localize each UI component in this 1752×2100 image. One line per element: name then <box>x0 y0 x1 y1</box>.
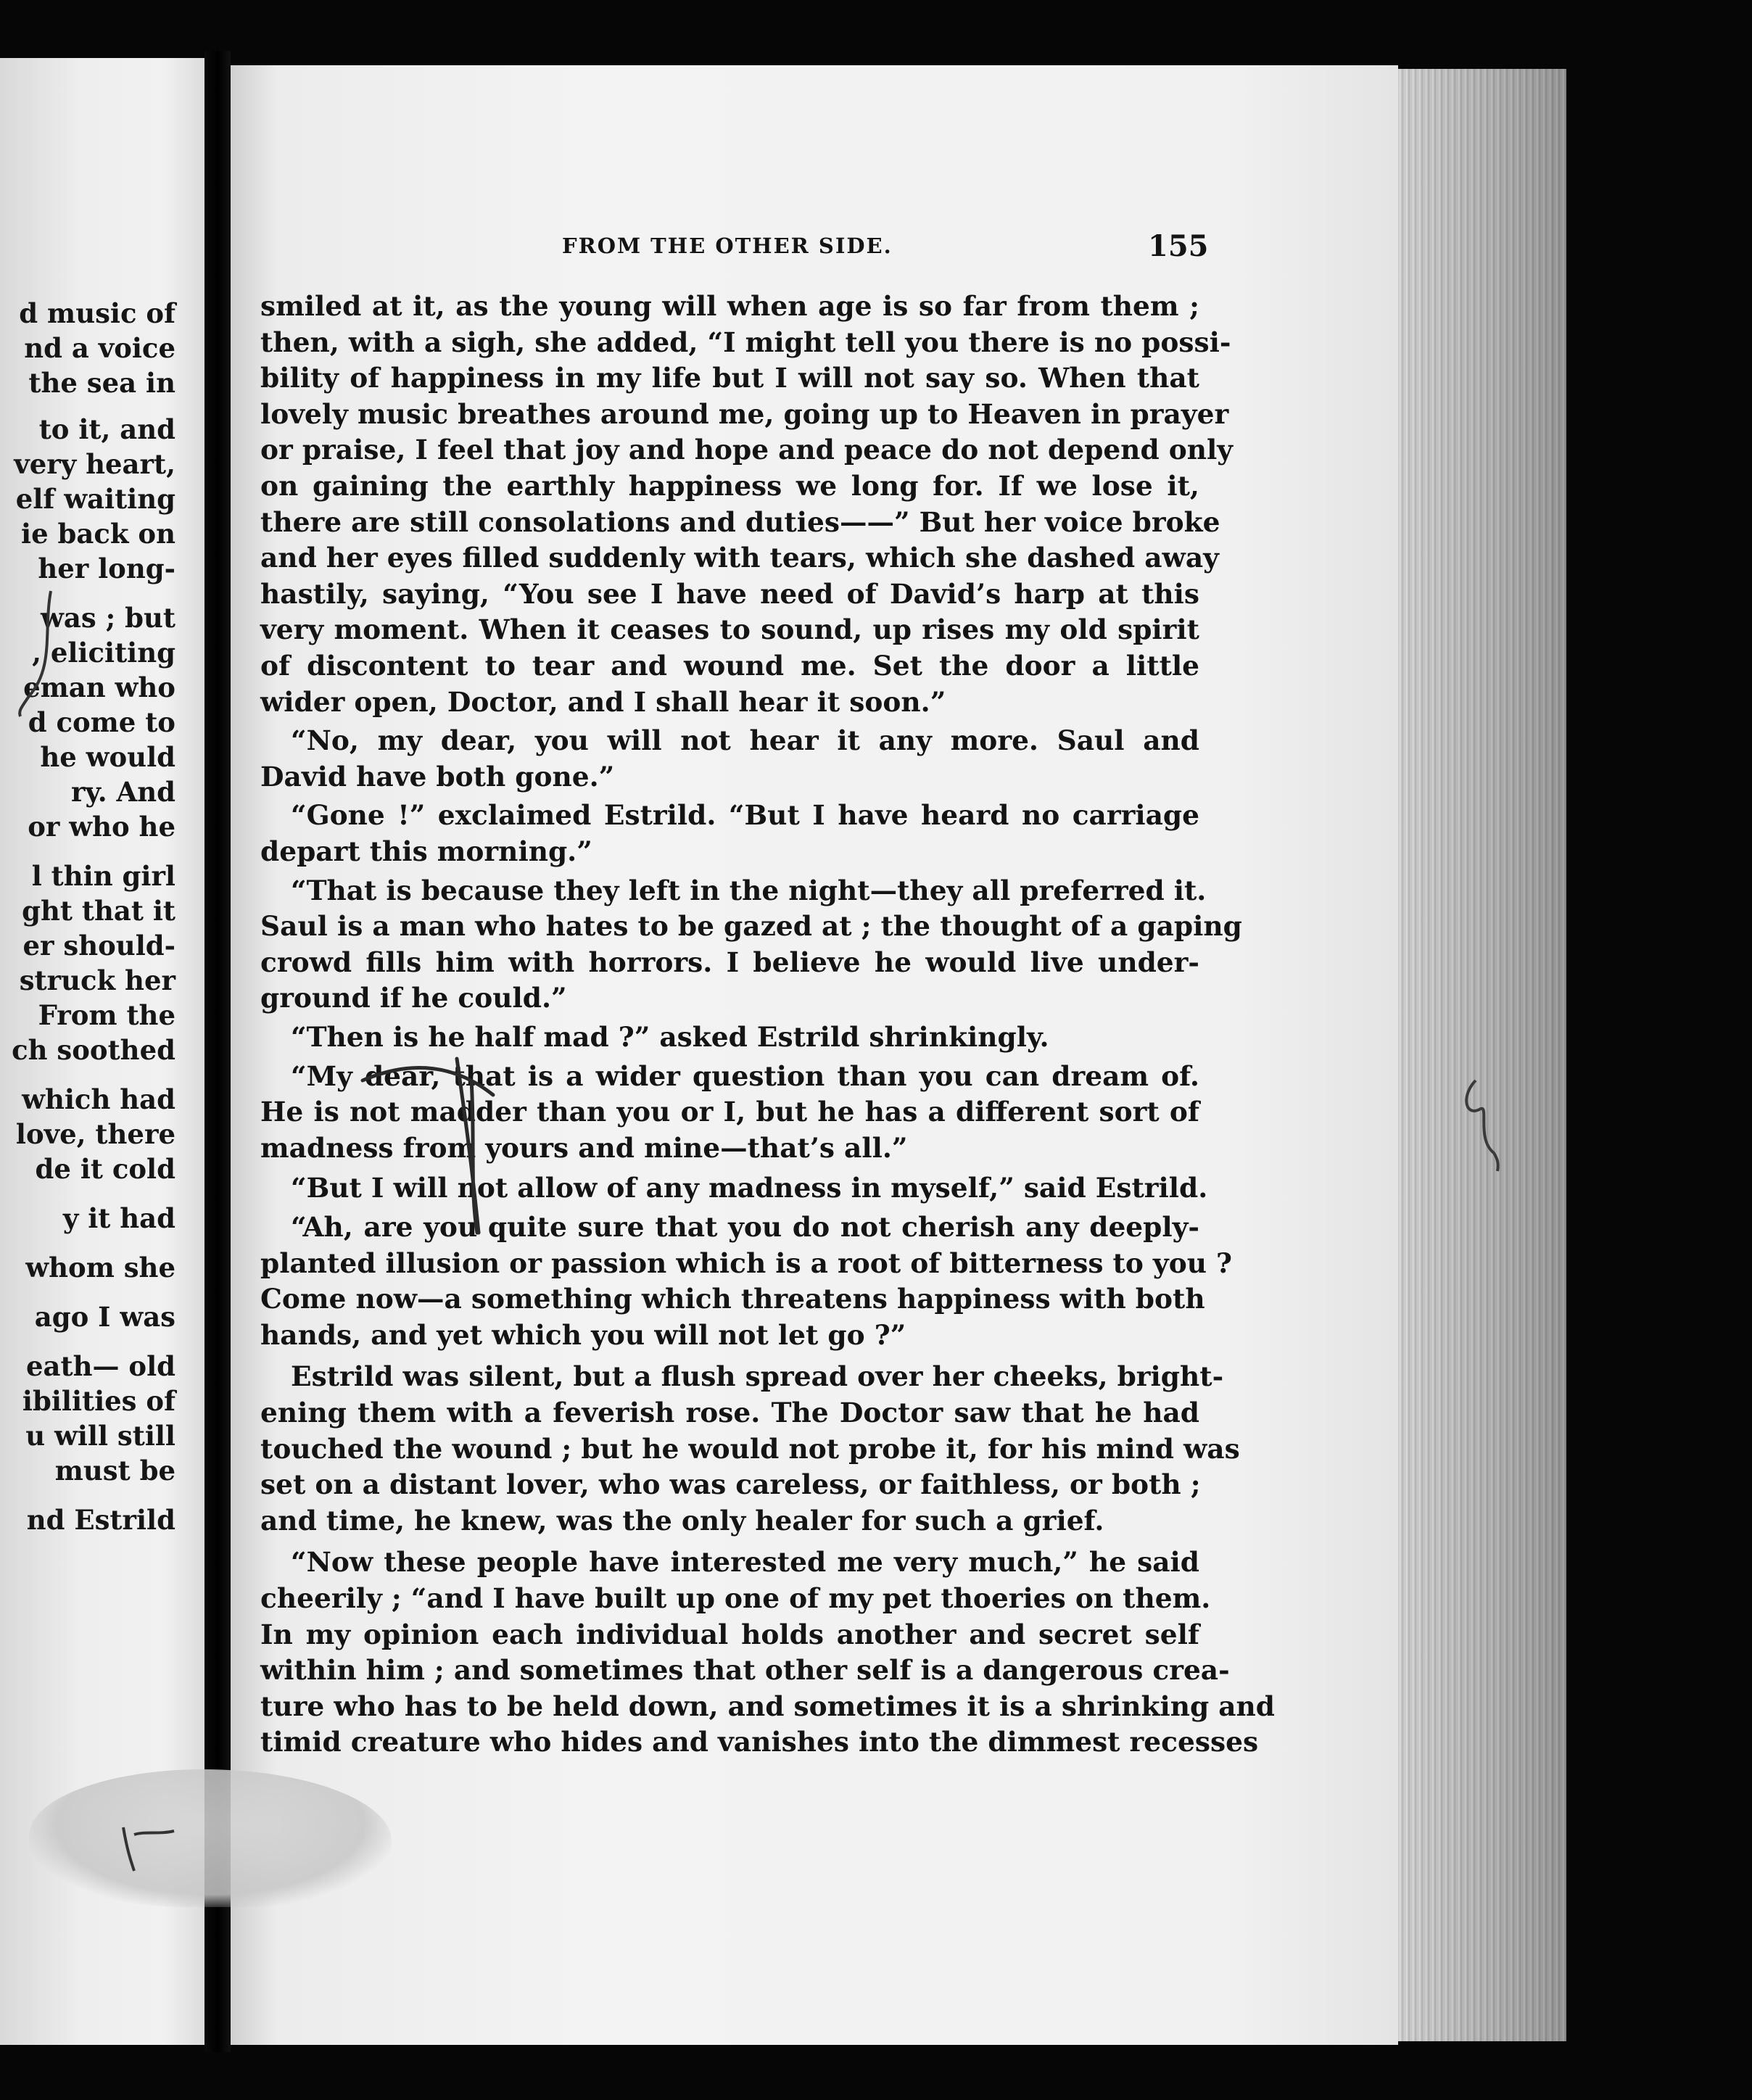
body-line: Estrild was silent, but a flush spread over her cheeks, bright- <box>291 1360 1224 1393</box>
left-page-line: , eliciting <box>32 637 175 669</box>
body-line: In my opinion each individual holds another and secret self <box>260 1618 1199 1650</box>
body-line: smiled at it, as the young will when age is so far from them ; <box>260 290 1199 322</box>
running-title: FROM THE OTHER SIDE. <box>562 233 893 258</box>
left-page-line: u will still <box>25 1420 175 1452</box>
left-page-line: From the <box>38 999 175 1031</box>
body-line: “My dear, that is a wider question than you can dream of. <box>291 1059 1199 1092</box>
body-line: David have both gone.” <box>260 760 615 793</box>
body-line: Come now—a something which threatens happiness with both <box>260 1283 1205 1315</box>
body-line: and her eyes filled suddenly with tears, which she dashed away <box>260 542 1219 574</box>
left-page-line: or who he <box>28 811 175 843</box>
body-line: “Ah, are you quite sure that you do not cherish any deeply- <box>291 1211 1199 1243</box>
body-line: “That is because they left in the night—they all preferred it. <box>291 874 1207 906</box>
paper-stain <box>29 1769 392 1907</box>
left-page-line: ght that it <box>22 895 175 927</box>
left-page-line: he would <box>40 741 175 773</box>
left-page-line: eath— old <box>26 1350 175 1382</box>
body-line: cheerily ; “and I have built up one of my pet thoeries on them. <box>260 1582 1211 1614</box>
left-page-line: must be <box>54 1455 175 1487</box>
left-page-line: ago I was <box>34 1301 175 1333</box>
body-line: madness from yours and mine—that’s all.” <box>260 1131 908 1164</box>
left-page-line: was ; but <box>41 602 175 634</box>
left-page-line: her long- <box>38 553 175 584</box>
left-page-line: elf waiting <box>15 483 175 515</box>
page-edges <box>1398 69 1566 2041</box>
body-line: and time, he knew, was the only healer for such a grief. <box>260 1504 1104 1537</box>
body-line: very moment. When it ceases to sound, up rises my old spirit <box>260 613 1199 646</box>
left-page-line: to it, and <box>38 413 175 445</box>
left-facing-page <box>0 58 204 2045</box>
body-line: of discontent to tear and wound me. Set the door a little <box>260 650 1199 682</box>
left-page-line: love, there <box>15 1118 175 1150</box>
left-page-line: ibilities of <box>22 1385 175 1417</box>
book-gutter <box>204 51 231 2052</box>
body-line: planted illusion or passion which is a root of bitterness to you ? <box>260 1247 1233 1279</box>
body-line: Saul is a man who hates to be gazed at ; the thought of a gaping <box>260 910 1242 943</box>
left-page-line: which had <box>22 1083 175 1115</box>
body-line: or praise, I feel that joy and hope and peace do not depend only <box>260 434 1234 466</box>
body-line: then, with a sigh, she added, “I might tell you there is no possi- <box>260 326 1231 358</box>
left-page-line: de it cold <box>35 1153 175 1185</box>
body-line: wider open, Doctor, and I shall hear it soon.” <box>260 685 946 718</box>
body-line: within him ; and sometimes that other self is a dangerous crea- <box>260 1654 1230 1687</box>
body-line: “But I will not allow of any madness in myself,” said Estrild. <box>291 1172 1208 1204</box>
body-line: “Then is he half mad ?” asked Estrild shrinkingly. <box>291 1021 1049 1053</box>
body-line: “Gone !” exclaimed Estrild. “But I have heard no carriage <box>291 799 1199 832</box>
left-page-line: the sea in <box>28 367 175 399</box>
body-line: touched the wound ; but he would not probe it, for his mind was <box>260 1432 1240 1465</box>
body-line: ture who has to be held down, and sometimes it is a shrinking and <box>260 1690 1276 1722</box>
left-page-line: very heart, <box>14 448 175 480</box>
body-line: He is not madder than you or I, but he has a different sort of <box>260 1096 1199 1128</box>
body-line: timid creature who hides and vanishes into the dimmest recesses <box>260 1726 1259 1758</box>
left-page-line: ie back on <box>21 518 175 550</box>
body-line: set on a distant lover, who was careless, or faithless, or both ; <box>260 1468 1201 1501</box>
left-page-line: struck her <box>19 964 175 996</box>
left-page-line: nd Estrild <box>26 1504 175 1536</box>
body-line: crowd fills him with horrors. I believe he would live under- <box>260 946 1199 978</box>
body-line: lovely music breathes around me, going up to Heaven in prayer <box>260 397 1229 430</box>
page-number: 155 <box>1148 229 1209 263</box>
left-page-line: whom she <box>25 1252 175 1283</box>
left-page-line: l thin girl <box>31 860 175 892</box>
body-line: hastily, saying, “You see I have need of David’s harp at this <box>260 577 1199 610</box>
left-page-line: ch soothed <box>12 1034 175 1066</box>
body-line: “Now these people have interested me very much,” he said <box>291 1546 1199 1579</box>
body-line: bility of happiness in my life but I will not say so. When that <box>260 362 1199 394</box>
left-page-line: er should- <box>22 930 175 962</box>
body-line: “No, my dear, you will not hear it any more. Saul and <box>291 724 1199 757</box>
left-page-line: d come to <box>28 706 175 738</box>
left-page-line: y it had <box>62 1202 175 1234</box>
body-line: ening them with a feverish rose. The Doctor saw that he had <box>260 1397 1199 1429</box>
body-line: depart this morning.” <box>260 835 592 867</box>
body-line: ground if he could.” <box>260 982 567 1014</box>
left-page-line: ry. And <box>71 776 175 808</box>
body-line: hands, and yet which you will not let go ?” <box>260 1318 906 1351</box>
left-page-line: nd a voice <box>24 332 175 364</box>
body-line: on gaining the earthly happiness we long for. If we lose it, <box>260 470 1199 502</box>
body-line: there are still consolations and duties——” But her voice broke <box>260 505 1220 538</box>
left-page-line: d music of <box>19 297 175 329</box>
left-page-line: eman who <box>23 671 175 703</box>
